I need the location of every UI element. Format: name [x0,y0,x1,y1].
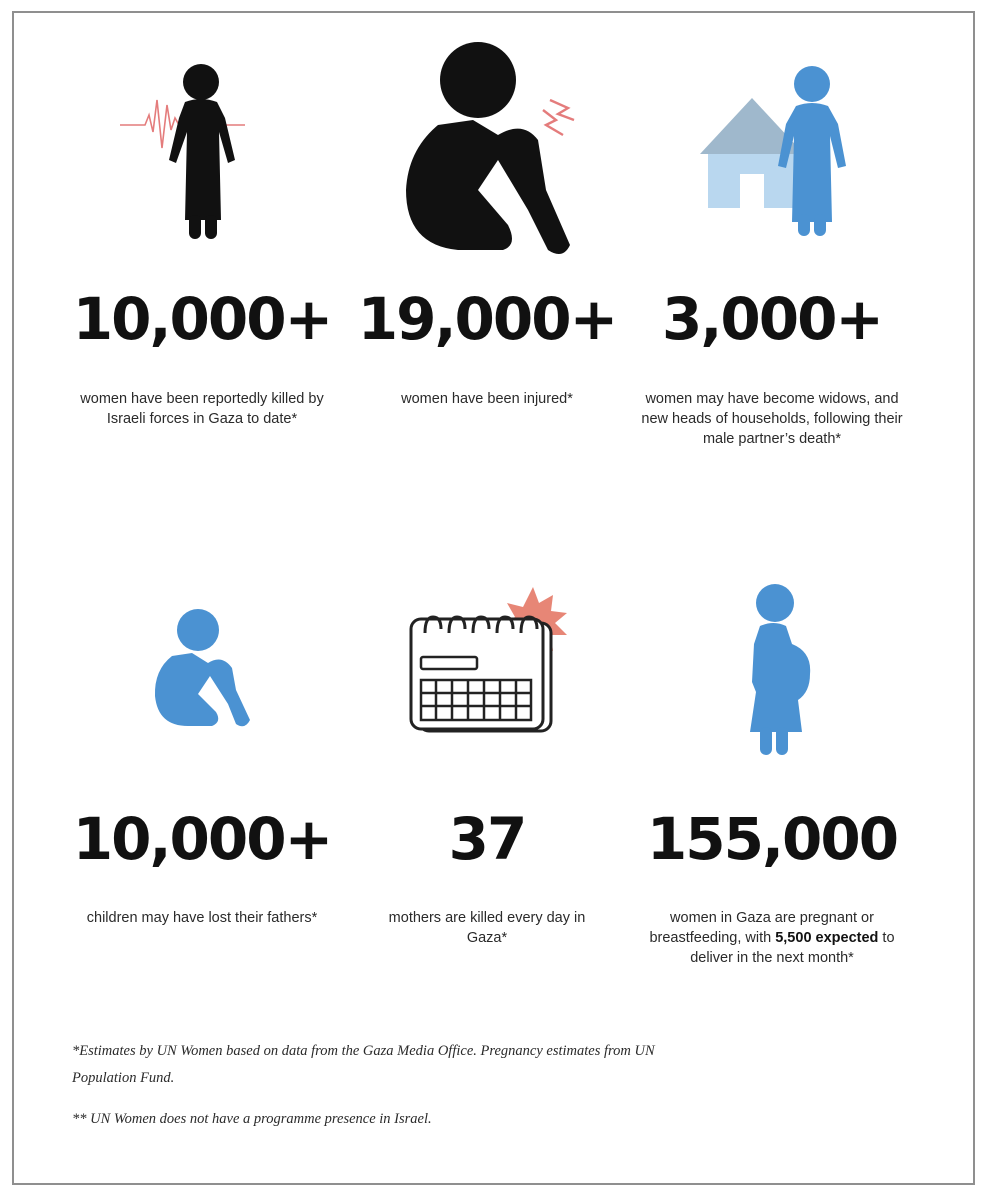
stat-injured-women-text: women have been injured* [401,391,573,407]
child-sitting-icon [150,608,260,733]
stat-killed-women-value: 10,000+ [72,285,332,353]
stat-pregnant-text-start: women in Gaza are pregnant or breastfeeding, with [649,910,874,946]
stat-injured-women-value: 19,000+ [357,285,617,353]
calendar-burst-icon [405,585,575,740]
stat-pregnant-value: 155,000 [646,805,898,873]
injured-person-icon [398,40,588,260]
pregnant-woman-icon [740,582,820,760]
stat-children-value: 10,000+ [72,805,332,873]
stat-mothers-killed-text: mothers are killed every day in Gaza* [388,910,586,946]
stat-widows-value: 3,000+ [661,285,883,353]
woman-heartbeat-icon [115,60,250,245]
stat-widows-text: women may have become widows, and new heads of households, following their male partner’s death* [641,391,903,447]
stat-killed-women-text: women have been reportedly killed by Israeli forces in Gaza to date* [80,391,324,427]
footnote-israel: ** UN Women does not have a programme presence in Israel. [72,1111,432,1127]
stat-mothers-killed-value: 37 [448,805,526,873]
footnote-estimates: *Estimates by UN Women based on data from the Gaza Media Office. Pregnancy estimates from UN Population Fund. [72,1043,655,1086]
widow-house-icon [700,62,860,242]
stat-children-text: children may have lost their fathers* [86,910,318,926]
stat-pregnant-text [637,908,907,968]
stat-pregnant-text-bold: 5,500 expected [775,930,879,946]
stat-pregnant-text-end: to deliver in the next month* [690,930,895,966]
